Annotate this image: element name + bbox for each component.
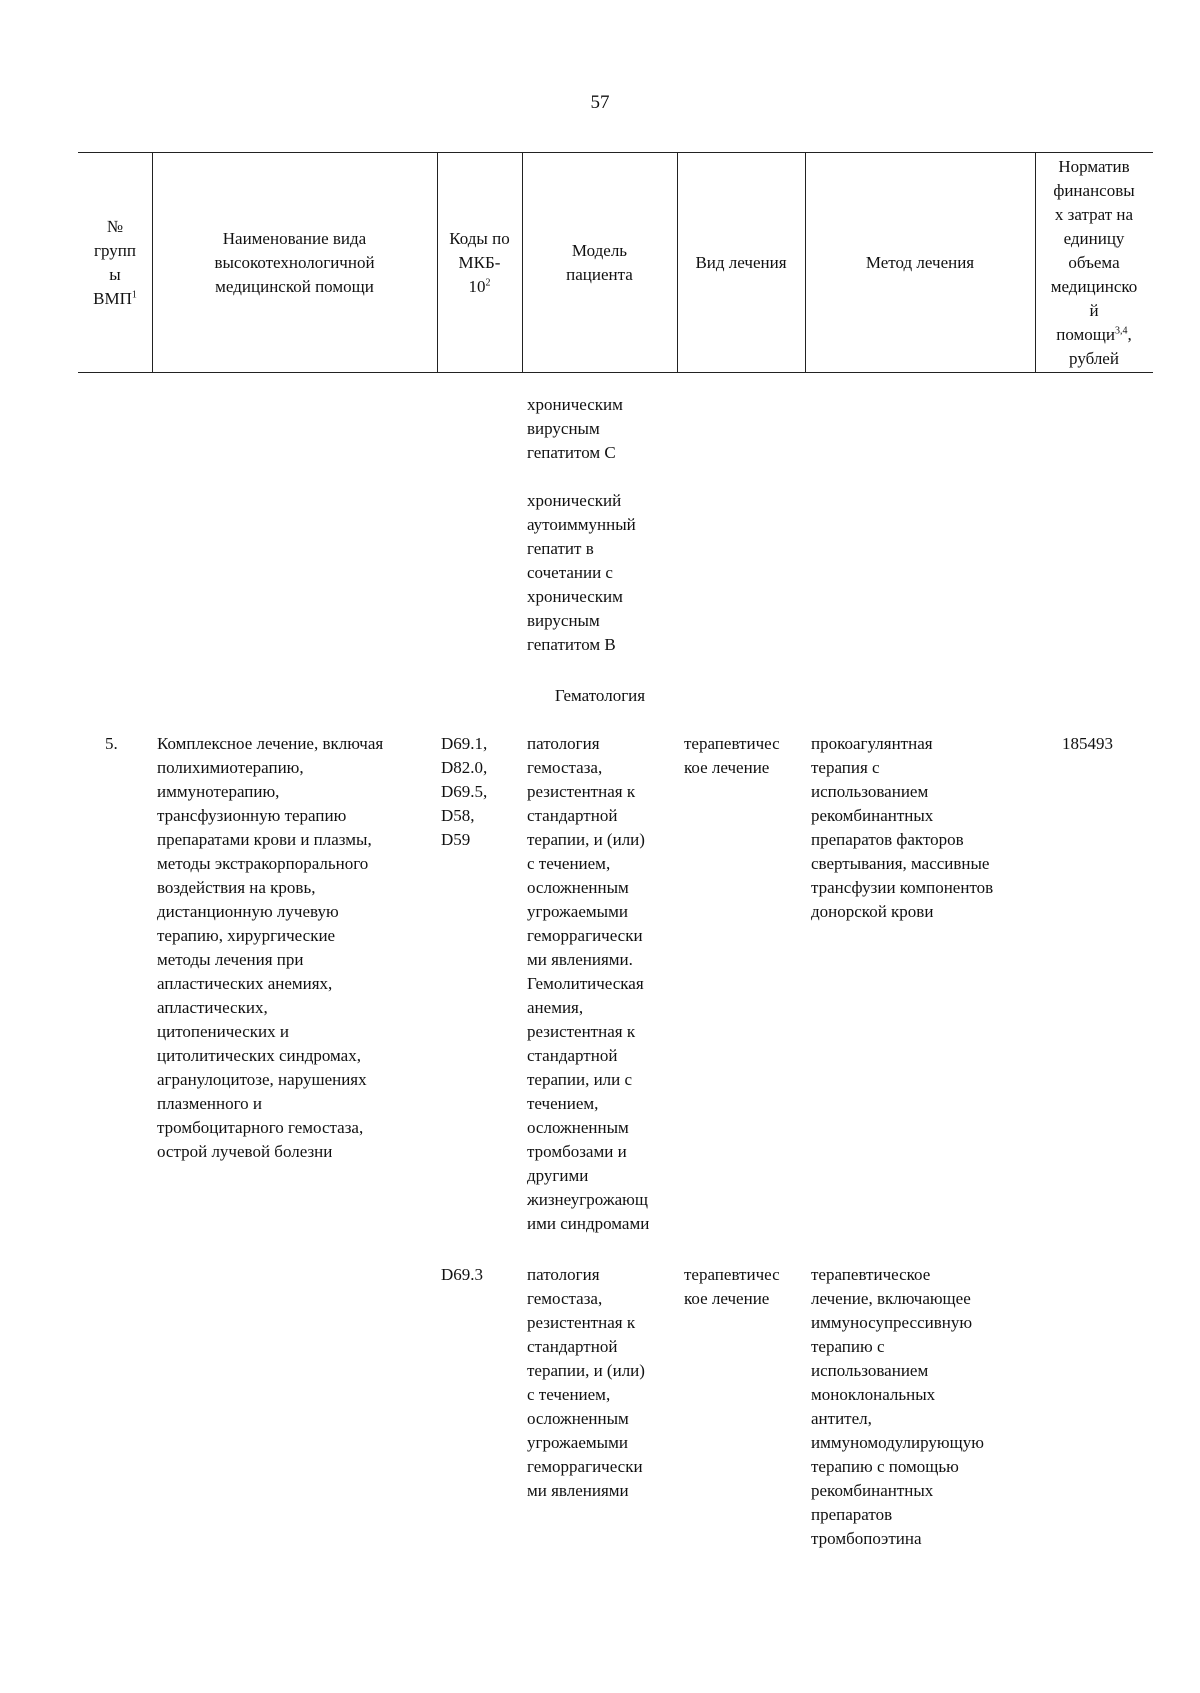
row-icd-codes: D69.3 bbox=[441, 1265, 484, 1284]
section-title: Гематология bbox=[554, 686, 646, 705]
row-care-type-name: Комплексное лечение, включая полихимиотерапию, иммунотерапию, трансфузионную терапию препаратами крови и плазмы, методы экстракорпорального воздействия на кровь, дистанционную лучевую терапию, хирургические методы лечения при апластических анемиях, апластических, цитопенических и цитолитических синдромах, агранулоцитозе, нарушениях плазменного и тромбоцитарного гемостаза, острой лучевой болезни bbox=[157, 734, 384, 1161]
table-header bbox=[78, 152, 1153, 373]
row-treatment-method: прокоагулянтная терапия с использованием рекомбинантных препаратов факторов свертывания, массивные трансфузии компонентов донорской крови bbox=[811, 734, 994, 921]
row-number: 5. bbox=[105, 734, 118, 753]
continuation-model-1: хроническим вирусным гепатитом С bbox=[527, 395, 623, 462]
header-patient-model: Модель пациента bbox=[566, 240, 633, 284]
row-treatment-method: терапевтическое лечение, включающее иммуносупрессивную терапию с использованием моноклональных антител, иммуномодулирующую терапию с помощью рекомбинантных препаратов тромбопоэтина bbox=[811, 1265, 984, 1548]
header-icd-codes: Коды по МКБ- $10^2$ bbox=[449, 228, 510, 296]
header-treatment-method: Метод лечения bbox=[865, 252, 975, 272]
header-treatment-type: Вид лечения bbox=[695, 252, 787, 272]
page-number: 57 bbox=[590, 92, 610, 113]
row-treatment-type: терапевтичес кое лечение bbox=[684, 734, 780, 777]
row-treatment-type: терапевтичес кое лечение bbox=[684, 1265, 780, 1308]
header-cost-standard: Норматив финансовы х затрат на единицу объема медицинско й помощи$^{3,4}$, рублей bbox=[1050, 156, 1138, 368]
continuation-model-2: хронический аутоиммунный гепатит в сочетании с хроническим вирусным гепатитом В bbox=[527, 491, 636, 654]
header-group-number: № групп ы ВМП$^1$ bbox=[93, 216, 137, 308]
row-cost: 185493 bbox=[1062, 734, 1113, 753]
header-care-type-name: Наименование вида высокотехнологичной медицинской помощи bbox=[214, 228, 375, 296]
row-patient-model: патология гемостаза, резистентная к стандартной терапии, и (или) с течением, осложненным угрожаемыми геморрагически ми явлениями bbox=[527, 1265, 645, 1500]
row-icd-codes: D69.1, D82.0, D69.5, D58, D59 bbox=[441, 734, 488, 849]
row-patient-model: патология гемостаза, резистентная к стандартной терапии, и (или) с течением, осложненным угрожаемыми геморрагически ми явлениями. Гемолитическая анемия, резистентная к стандартной терапии, или с течением, осложненным тромбозами и другими жизнеугрожающ ими синдромами bbox=[527, 734, 650, 1233]
